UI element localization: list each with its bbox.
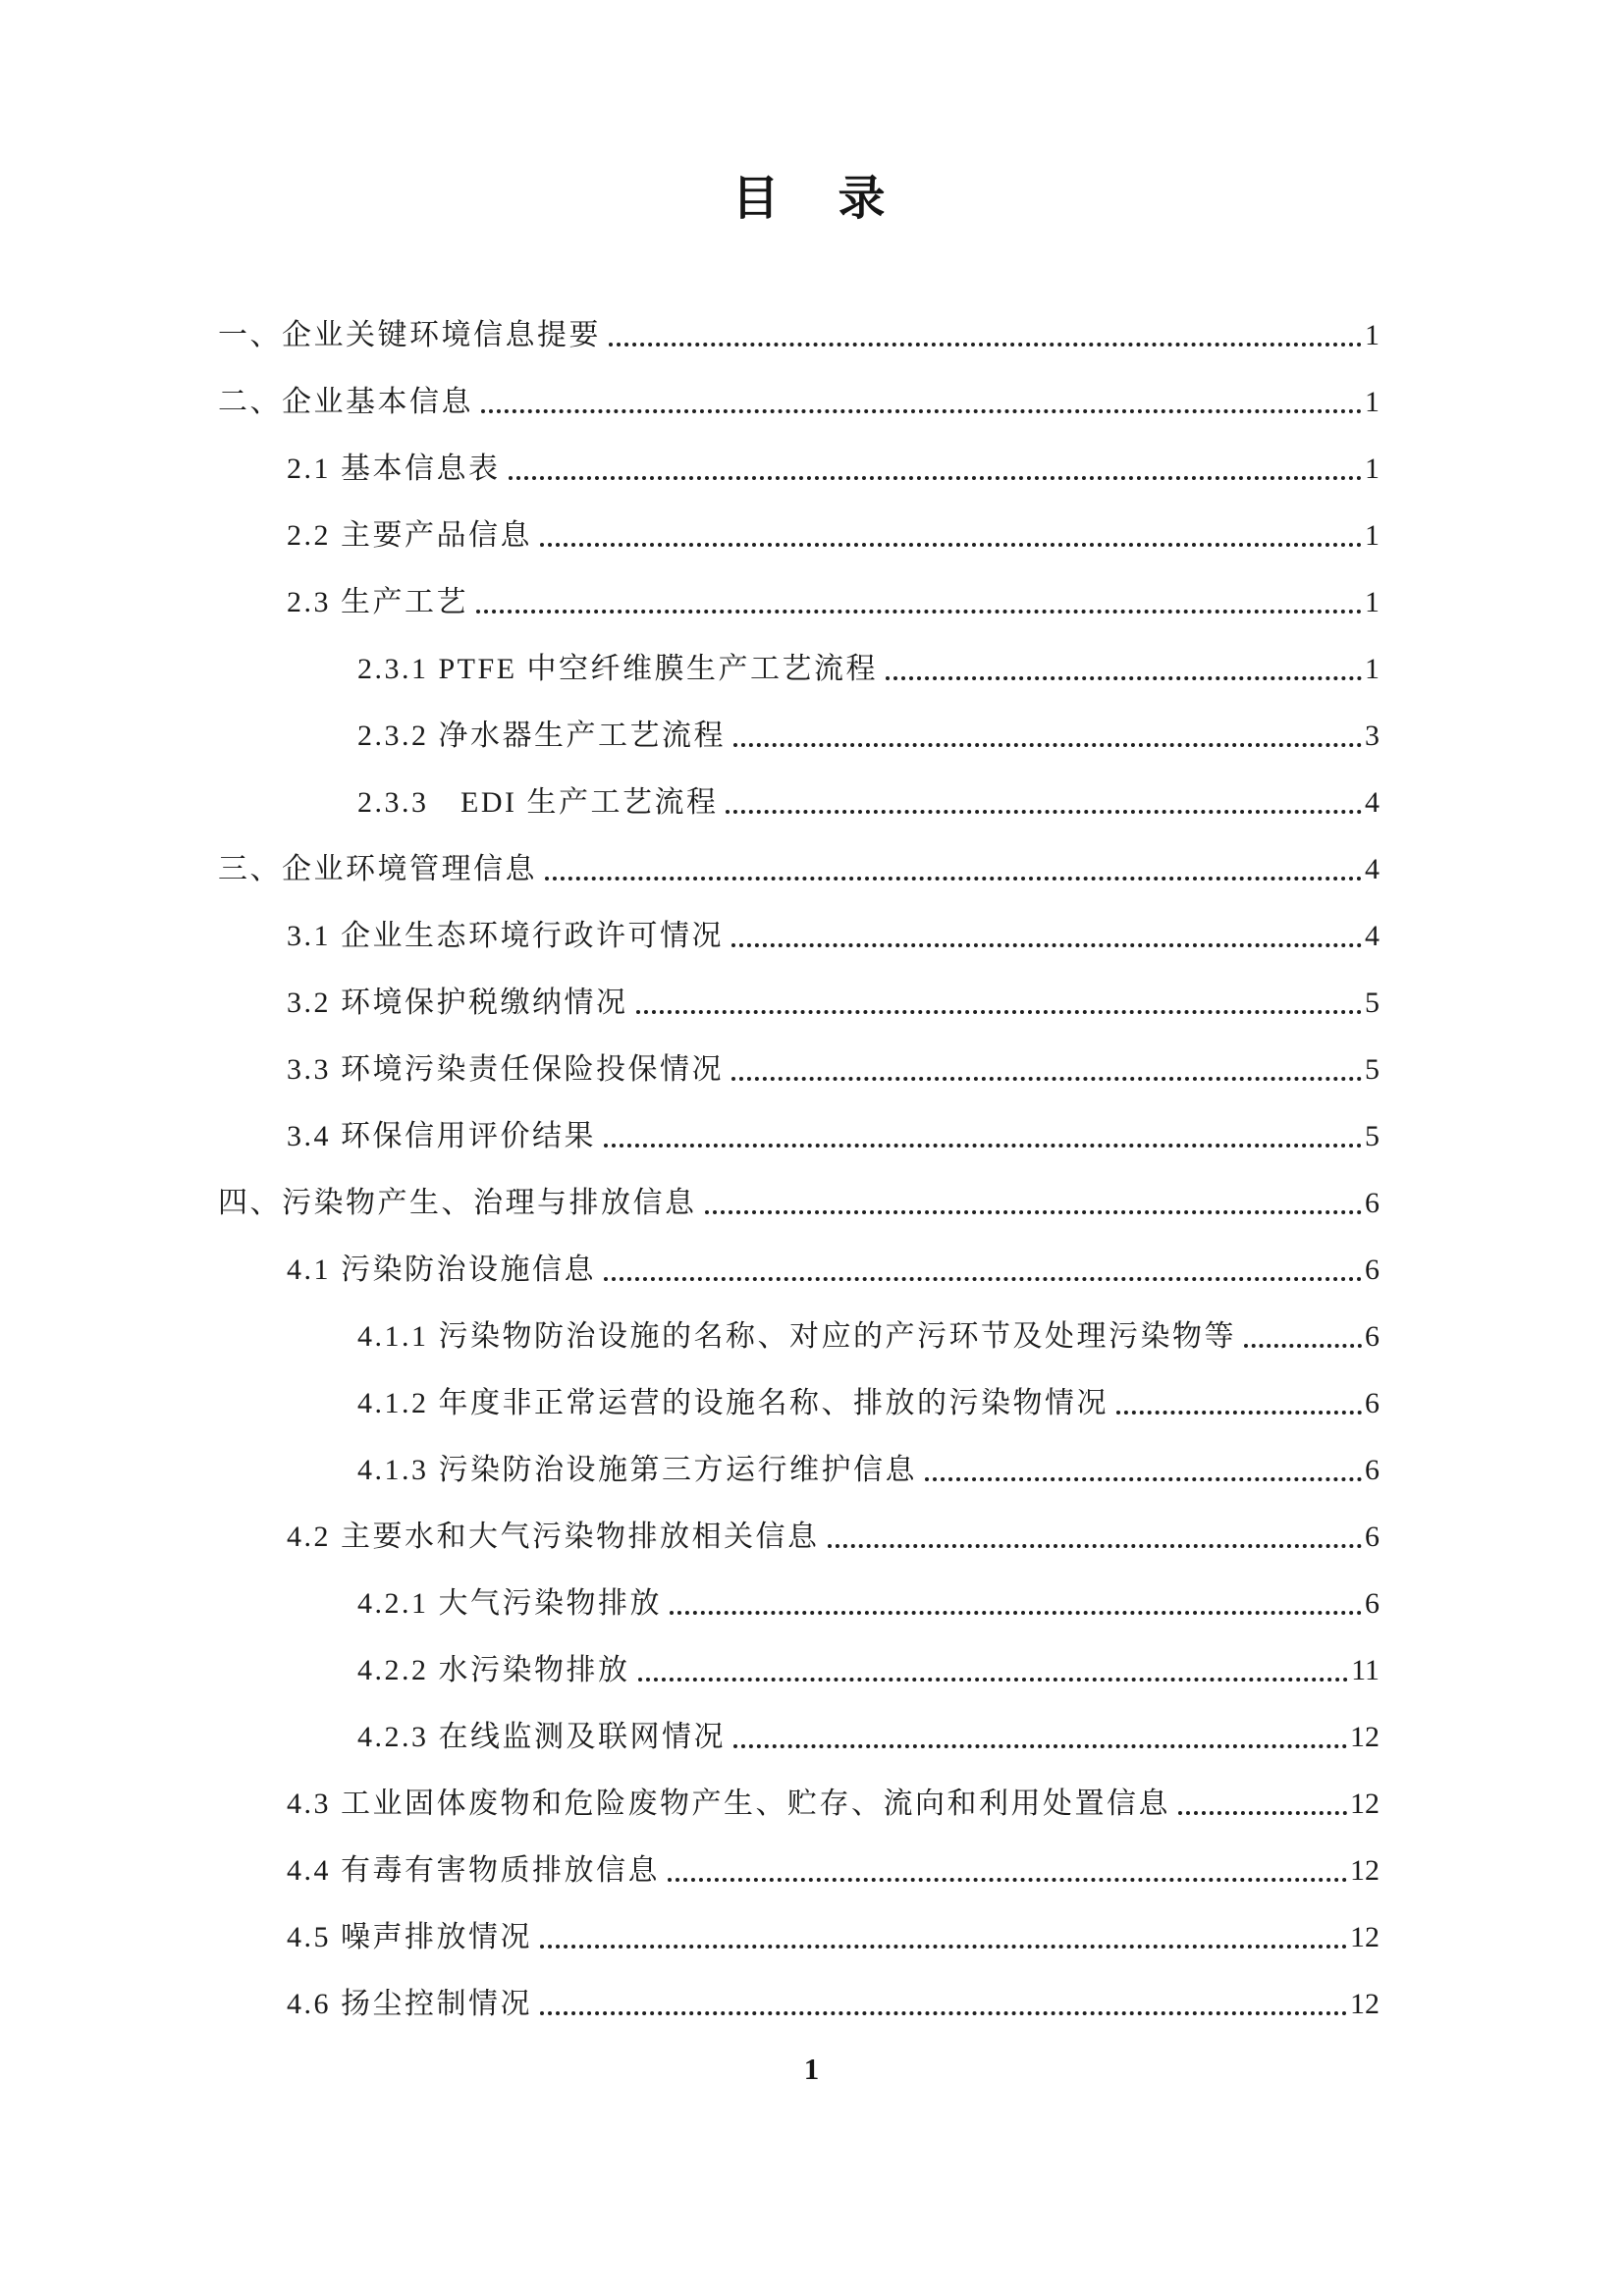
toc-dot-leader (545, 877, 1362, 881)
toc-dot-leader (925, 1477, 1362, 1481)
toc-entry-label: 一、企业关键环境信息提要 (218, 319, 601, 351)
toc-entry-label: 4.2 主要水和大气污染物排放相关信息 (287, 1521, 820, 1553)
toc-entry (0, 650, 1623, 689)
toc-entry-page: 6 (1365, 1254, 1380, 1286)
toc-dot-leader (731, 1077, 1362, 1081)
toc-entry-label: 4.6 扬尘控制情况 (287, 1988, 532, 2020)
toc-entry-page: 3 (1365, 720, 1380, 752)
toc-entry (0, 583, 1623, 622)
toc-dot-leader (733, 743, 1362, 747)
toc-dot-leader (481, 409, 1362, 413)
toc-entry-page: 5 (1365, 1053, 1380, 1086)
toc-entry-page: 4 (1365, 786, 1380, 819)
toc-title: 目 录 (731, 173, 892, 225)
toc-entry-page: 1 (1365, 519, 1380, 552)
toc-entry (0, 1518, 1623, 1557)
toc-entry-page: 1 (1365, 653, 1380, 685)
toc-entry-page: 6 (1365, 1187, 1380, 1219)
toc-entry (0, 450, 1623, 489)
toc-dot-leader (1244, 1344, 1362, 1348)
toc-entry-label: 3.2 环境保护税缴纳情况 (287, 987, 628, 1019)
toc-entry-page: 6 (1365, 1387, 1380, 1419)
toc-entry (0, 316, 1623, 355)
toc-entry (0, 1050, 1623, 1090)
toc-dot-leader (733, 1744, 1347, 1748)
toc-dot-leader (731, 943, 1362, 947)
toc-entry (0, 1718, 1623, 1757)
toc-entry (0, 1584, 1623, 1624)
toc-entry-label: 4.5 噪声排放情况 (287, 1921, 532, 1953)
toc-entry-label: 4.1.1 污染物防治设施的名称、对应的产污环节及处理污染物等 (357, 1320, 1236, 1353)
toc-entry (0, 984, 1623, 1023)
toc-entry-label: 2.3 生产工艺 (287, 586, 468, 618)
toc-entry-label: 三、企业环境管理信息 (218, 853, 537, 885)
toc-entry-label: 2.3.3 EDI 生产工艺流程 (357, 786, 719, 819)
toc-entry (0, 1851, 1623, 1891)
toc-entry-page: 1 (1365, 586, 1380, 618)
toc-dot-leader (604, 1277, 1362, 1281)
toc-entry-label: 2.3.1 PTFE 中空纤维膜生产工艺流程 (357, 653, 879, 685)
toc-entry (0, 1451, 1623, 1490)
toc-entry (0, 783, 1623, 823)
toc-entry (0, 516, 1623, 556)
toc-entry-page: 12 (1350, 1854, 1380, 1887)
toc-entry-page: 6 (1365, 1521, 1380, 1553)
toc-dot-leader (476, 610, 1362, 614)
toc-entry-page: 1 (1365, 319, 1380, 351)
toc-entry-page: 5 (1365, 1120, 1380, 1152)
toc-entry (0, 1918, 1623, 1957)
toc-dot-leader (828, 1544, 1363, 1548)
toc-entry-label: 3.4 环保信用评价结果 (287, 1120, 596, 1152)
toc-entry-page: 4 (1365, 920, 1380, 952)
toc-entry-page: 12 (1350, 1721, 1380, 1753)
page-footer-number: 1 (803, 2052, 820, 2086)
toc-entry (0, 717, 1623, 756)
toc-entry (0, 1985, 1623, 2024)
toc-dot-leader (540, 1945, 1347, 1949)
toc-entry-page: 11 (1351, 1654, 1380, 1686)
toc-entry-label: 3.1 企业生态环境行政许可情况 (287, 920, 724, 952)
toc-entry (0, 383, 1623, 422)
toc-entry (0, 1317, 1623, 1357)
toc-entry-label: 4.1 污染防治设施信息 (287, 1254, 596, 1286)
toc-entry (0, 1184, 1623, 1223)
toc-entry (0, 1651, 1623, 1690)
toc-entry-page: 5 (1365, 987, 1380, 1019)
toc-entry-label: 四、污染物产生、治理与排放信息 (218, 1187, 697, 1219)
toc-dot-leader (705, 1210, 1363, 1214)
toc-entry-label: 2.3.2 净水器生产工艺流程 (357, 720, 726, 752)
toc-dot-leader (604, 1144, 1362, 1148)
toc-entry (0, 850, 1623, 889)
toc-entry (0, 1785, 1623, 1824)
toc-entry-label: 4.2.3 在线监测及联网情况 (357, 1721, 726, 1753)
toc-dot-leader (638, 1678, 1349, 1682)
toc-entry-label: 2.1 基本信息表 (287, 453, 501, 485)
toc-list (0, 316, 1623, 2024)
toc-dot-leader (670, 1611, 1362, 1615)
toc-dot-leader (540, 543, 1362, 547)
toc-entry-page: 12 (1350, 1788, 1380, 1820)
toc-entry-label: 3.3 环境污染责任保险投保情况 (287, 1053, 724, 1086)
toc-dot-leader (1116, 1411, 1362, 1415)
toc-entry-page: 1 (1365, 453, 1380, 485)
toc-dot-leader (540, 2011, 1347, 2015)
toc-entry-label: 4.3 工业固体废物和危险废物产生、贮存、流向和利用处置信息 (287, 1788, 1170, 1820)
toc-entry (0, 1117, 1623, 1156)
toc-entry-page: 4 (1365, 853, 1380, 885)
toc-dot-leader (609, 343, 1362, 347)
toc-entry-page: 1 (1365, 386, 1380, 418)
toc-entry-label: 4.1.3 污染防治设施第三方运行维护信息 (357, 1454, 917, 1486)
toc-entry-page: 6 (1365, 1320, 1380, 1353)
toc-entry (0, 1384, 1623, 1423)
toc-entry-label: 二、企业基本信息 (218, 386, 473, 418)
toc-dot-leader (636, 1010, 1363, 1014)
toc-entry (0, 917, 1623, 956)
toc-entry-label: 4.4 有毒有害物质排放信息 (287, 1854, 660, 1887)
toc-entry-page: 6 (1365, 1454, 1380, 1486)
toc-entry-label: 4.1.2 年度非正常运营的设施名称、排放的污染物情况 (357, 1387, 1109, 1419)
toc-entry-page: 12 (1350, 1921, 1380, 1953)
toc-entry-page: 6 (1365, 1587, 1380, 1620)
toc-entry-page: 12 (1350, 1988, 1380, 2020)
toc-entry-label: 2.2 主要产品信息 (287, 519, 532, 552)
toc-entry (0, 1251, 1623, 1290)
toc-dot-leader (509, 476, 1363, 480)
toc-dot-leader (1178, 1811, 1347, 1815)
toc-dot-leader (726, 810, 1362, 814)
toc-entry-label: 4.2.1 大气污染物排放 (357, 1587, 662, 1620)
toc-dot-leader (886, 676, 1362, 680)
toc-dot-leader (668, 1878, 1347, 1882)
toc-entry-label: 4.2.2 水污染物排放 (357, 1654, 630, 1686)
